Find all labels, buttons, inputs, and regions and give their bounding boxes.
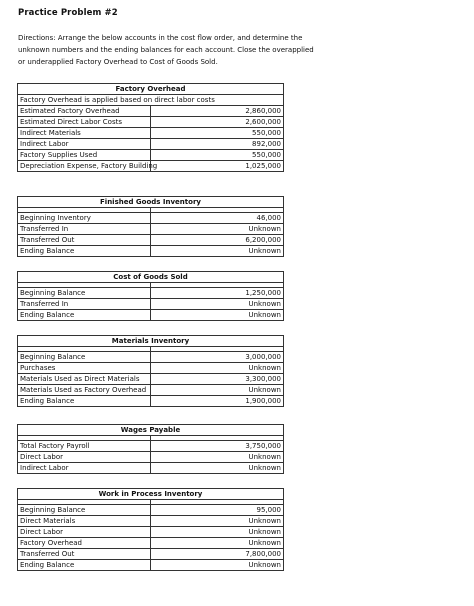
table-header: Materials Inventory [18,336,284,347]
row-value: 6,200,000 [151,235,284,246]
wages-payable-table [17,424,284,474]
row-value: Unknown [151,246,284,257]
row-value: 550,000 [151,128,284,139]
row-label: Factory Supplies Used [18,150,151,161]
table-row [18,139,284,150]
row-label: Ending Balance [18,560,151,571]
row-label: Direct Labor [18,452,151,463]
row-value: 3,000,000 [151,352,284,363]
row-value: Unknown [151,527,284,538]
row-value: 892,000 [151,139,284,150]
wip-inventory-table [17,488,284,571]
row-label: Direct Labor [18,527,151,538]
finished-goods-table [17,196,284,257]
row-label: Depreciation Expense, Factory Building [18,161,151,172]
table-row [18,560,284,571]
table-row [18,310,284,321]
row-label: Materials Used as Factory Overhead [18,385,151,396]
row-label: Transferred In [18,224,151,235]
page-title: Practice Problem #2 [18,8,118,18]
table-row [18,527,284,538]
table-row [18,363,284,374]
row-label: Beginning Balance [18,505,151,516]
row-value: Unknown [151,516,284,527]
row-value: Unknown [151,463,284,474]
row-label: Transferred In [18,299,151,310]
table-row [18,396,284,407]
row-value: Unknown [151,224,284,235]
row-value: 7,800,000 [151,549,284,560]
table-row [18,288,284,299]
row-value: Unknown [151,538,284,549]
table-row [18,538,284,549]
table-header: Work in Process Inventory [18,489,284,500]
table-row [18,463,284,474]
table-row [18,549,284,560]
row-value: 95,000 [151,505,284,516]
table-row [18,246,284,257]
table-row [18,235,284,246]
table-row [18,106,284,117]
table-row [18,441,284,452]
table-row [18,213,284,224]
table-row [18,150,284,161]
row-label: Beginning Inventory [18,213,151,224]
row-value: Unknown [151,363,284,374]
directions-text: Directions: Arrange the below accounts in the cost flow order, and determine the unknown numbers and the ending balances for each account. Close the overapplied or underapplied Factory Overhead to Cost of Goods Sold. [18,34,314,66]
row-label: Beginning Balance [18,352,151,363]
row-label: Estimated Factory Overhead [18,106,151,117]
factory-overhead-table [17,83,284,172]
row-label: Transferred Out [18,549,151,560]
row-value: 46,000 [151,213,284,224]
row-value: 1,900,000 [151,396,284,407]
row-value: 2,600,000 [151,117,284,128]
row-label: Estimated Direct Labor Costs [18,117,151,128]
row-label: Ending Balance [18,246,151,257]
table-header: Wages Payable [18,425,284,436]
table-row [18,299,284,310]
table-row [18,385,284,396]
row-label: Total Factory Payroll [18,441,151,452]
table-row [18,352,284,363]
table-header: Cost of Goods Sold [18,272,284,283]
row-value: Unknown [151,299,284,310]
row-label: Transferred Out [18,235,151,246]
cogs-table [17,271,284,321]
materials-inventory-table [17,335,284,407]
row-value: 3,750,000 [151,441,284,452]
table-row [18,128,284,139]
table-row [18,505,284,516]
row-value: Unknown [151,385,284,396]
table-row [18,117,284,128]
row-value: 1,250,000 [151,288,284,299]
row-value: 550,000 [151,150,284,161]
row-value: 2,860,000 [151,106,284,117]
row-label: Ending Balance [18,310,151,321]
table-header: Finished Goods Inventory [18,197,284,208]
row-label: Ending Balance [18,396,151,407]
row-value: Unknown [151,452,284,463]
table-row [18,374,284,385]
table-row [18,516,284,527]
row-label: Direct Materials [18,516,151,527]
table-header: Factory Overhead [18,84,284,95]
row-label: Indirect Materials [18,128,151,139]
row-value: 1,025,000 [151,161,284,172]
row-value: Unknown [151,310,284,321]
row-label: Materials Used as Direct Materials [18,374,151,385]
row-value: Unknown [151,560,284,571]
row-label: Factory Overhead [18,538,151,549]
row-label: Indirect Labor [18,139,151,150]
table-row [18,224,284,235]
table-note: Factory Overhead is applied based on direct labor costs [18,95,151,106]
row-value: 3,300,000 [151,374,284,385]
row-label: Indirect Labor [18,463,151,474]
row-label: Purchases [18,363,151,374]
row-label: Beginning Balance [18,288,151,299]
table-row [18,452,284,463]
table-row [18,161,284,172]
